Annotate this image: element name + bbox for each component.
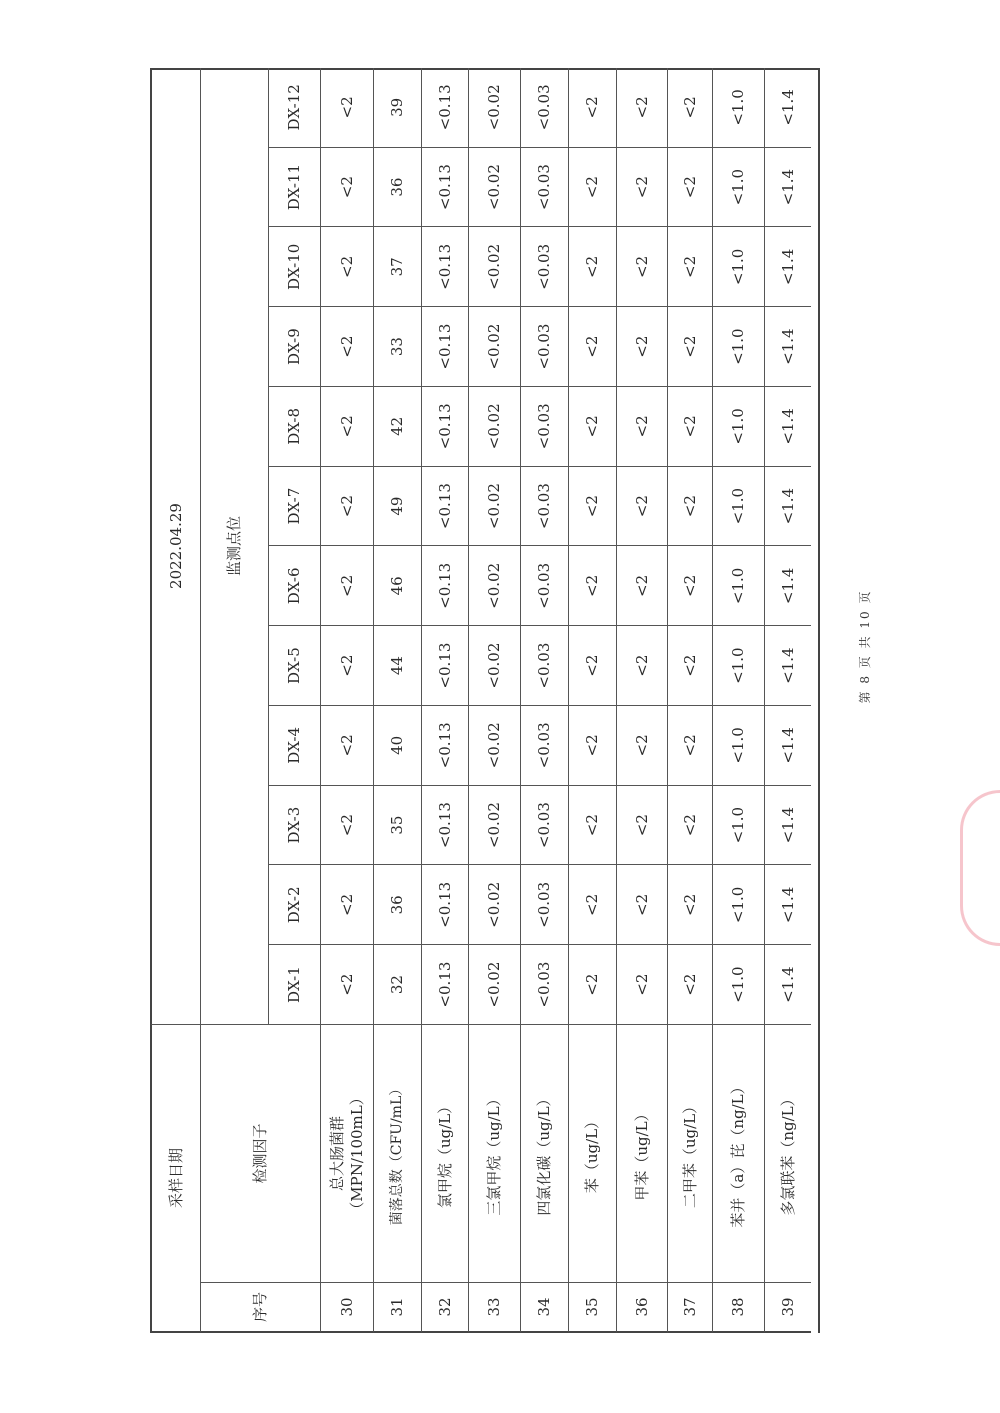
point-header: DX-8 <box>268 387 320 467</box>
table-cell: <2 <box>616 626 667 706</box>
table-cell: <2 <box>568 68 616 148</box>
points-header: 监测点位 <box>200 68 268 1025</box>
table-cell: 32 <box>373 945 421 1025</box>
table-cell: <2 <box>667 68 712 148</box>
row-factor: 多氯联苯（ng/L） <box>764 1025 811 1283</box>
table-cell: <0.03 <box>520 467 568 547</box>
table-cell: <0.03 <box>520 148 568 228</box>
seal-stamp <box>960 790 1000 946</box>
table-cell: <1.4 <box>764 148 811 228</box>
table-cell: <2 <box>616 387 667 467</box>
table-cell: <2 <box>320 547 373 627</box>
row-factor: 四氯化碳（ug/L） <box>520 1025 568 1283</box>
table-cell: <2 <box>568 228 616 308</box>
table-cell: <1.0 <box>712 945 764 1025</box>
sampling-date: 2022.04.29 <box>150 68 200 1025</box>
table-cell: <1.0 <box>712 786 764 866</box>
point-header: DX-7 <box>268 467 320 547</box>
table-cell: 36 <box>373 148 421 228</box>
table-cell: <0.03 <box>520 68 568 148</box>
row-seq: 34 <box>520 1283 568 1333</box>
table-cell: <1.0 <box>712 626 764 706</box>
table-cell: <1.4 <box>764 706 811 786</box>
table-cell: <2 <box>320 945 373 1025</box>
table-cell: <2 <box>616 307 667 387</box>
table-cell: 37 <box>373 228 421 308</box>
table-cell: 46 <box>373 547 421 627</box>
table-cell: <0.13 <box>421 467 468 547</box>
table-cell: <0.02 <box>468 547 520 627</box>
table-cell: <2 <box>320 467 373 547</box>
table-cell: <2 <box>320 307 373 387</box>
point-header: DX-5 <box>268 626 320 706</box>
table-cell: <2 <box>616 945 667 1025</box>
table-cell: <0.13 <box>421 547 468 627</box>
table-cell: <0.03 <box>520 228 568 308</box>
point-header: DX-10 <box>268 228 320 308</box>
table-cell: <2 <box>667 148 712 228</box>
table-cell: <1.4 <box>764 626 811 706</box>
table-cell: <2 <box>320 387 373 467</box>
page-number: 第 8 页 共 10 页 <box>858 589 873 704</box>
sampling-date-label: 采样日期 <box>150 1025 200 1333</box>
table-cell: <1.4 <box>764 547 811 627</box>
table-cell: <2 <box>568 547 616 627</box>
table-cell: <1.0 <box>712 68 764 148</box>
table-cell: <1.0 <box>712 467 764 547</box>
table-cell: <0.13 <box>421 786 468 866</box>
row-seq: 39 <box>764 1283 811 1333</box>
table-cell: <2 <box>667 307 712 387</box>
table-cell: <2 <box>568 706 616 786</box>
table-cell: <2 <box>616 467 667 547</box>
table-cell: <2 <box>667 706 712 786</box>
row-seq: 31 <box>373 1283 421 1333</box>
table-cell: 33 <box>373 307 421 387</box>
table-cell: <2 <box>568 307 616 387</box>
table-cell: <0.02 <box>468 866 520 946</box>
table-cell: <2 <box>568 467 616 547</box>
table-cell: <2 <box>320 68 373 148</box>
table-cell: <0.02 <box>468 467 520 547</box>
point-header: DX-2 <box>268 866 320 946</box>
table-cell: <0.13 <box>421 228 468 308</box>
table-cell: <2 <box>616 68 667 148</box>
table-cell: <0.03 <box>520 307 568 387</box>
table-cell: <1.4 <box>764 228 811 308</box>
point-header: DX-12 <box>268 68 320 148</box>
row-seq: 35 <box>568 1283 616 1333</box>
table-cell: <2 <box>568 387 616 467</box>
table-cell: <2 <box>568 945 616 1025</box>
table-cell: <0.13 <box>421 148 468 228</box>
table-cell: <1.4 <box>764 387 811 467</box>
row-seq: 38 <box>712 1283 764 1333</box>
data-table <box>150 68 820 1333</box>
row-factor: 三氯甲烷（ug/L） <box>468 1025 520 1283</box>
table-cell: <2 <box>320 706 373 786</box>
point-header: DX-9 <box>268 307 320 387</box>
table-cell: <0.02 <box>468 68 520 148</box>
table-cell: 44 <box>373 626 421 706</box>
row-factor: 甲苯（ug/L） <box>616 1025 667 1283</box>
table-cell: <0.02 <box>468 626 520 706</box>
table-cell: <0.13 <box>421 945 468 1025</box>
table-cell: <1.4 <box>764 945 811 1025</box>
factor-header: 检测因子 <box>200 1025 320 1283</box>
seq-header: 序号 <box>200 1283 320 1333</box>
table-cell: <2 <box>568 866 616 946</box>
table-cell: <2 <box>667 786 712 866</box>
table-cell: <0.03 <box>520 387 568 467</box>
table-cell: <0.02 <box>468 387 520 467</box>
table-cell: <1.0 <box>712 228 764 308</box>
table-cell: <2 <box>667 547 712 627</box>
table-cell: 42 <box>373 387 421 467</box>
table-cell: <0.02 <box>468 307 520 387</box>
table-cell: <2 <box>616 786 667 866</box>
table-cell: <0.03 <box>520 626 568 706</box>
point-header: DX-11 <box>268 148 320 228</box>
table-cell: <0.02 <box>468 228 520 308</box>
table-cell: <0.02 <box>468 945 520 1025</box>
table-cell: <2 <box>616 866 667 946</box>
table-cell: <1.0 <box>712 547 764 627</box>
table-cell: <2 <box>616 706 667 786</box>
row-factor: 菌落总数（CFU/mL） <box>373 1025 421 1283</box>
table-cell: <0.02 <box>468 148 520 228</box>
table-cell: <1.4 <box>764 467 811 547</box>
table-cell: <2 <box>568 626 616 706</box>
table-cell: <2 <box>320 866 373 946</box>
row-factor: 苯（ug/L） <box>568 1025 616 1283</box>
table-cell: <0.03 <box>520 945 568 1025</box>
table-cell: <1.4 <box>764 786 811 866</box>
table-cell: <2 <box>667 228 712 308</box>
table-cell: <2 <box>667 626 712 706</box>
table-cell: <1.4 <box>764 307 811 387</box>
row-seq: 36 <box>616 1283 667 1333</box>
table-cell: <0.03 <box>520 547 568 627</box>
point-header: DX-1 <box>268 945 320 1025</box>
table-cell: <0.03 <box>520 866 568 946</box>
table-cell: <0.03 <box>520 786 568 866</box>
table-cell: 40 <box>373 706 421 786</box>
table-cell: <2 <box>616 228 667 308</box>
table-cell: <0.13 <box>421 626 468 706</box>
row-factor: 总大肠菌群 （MPN/100mL） <box>320 1025 373 1283</box>
point-header: DX-3 <box>268 786 320 866</box>
table-cell: <0.13 <box>421 866 468 946</box>
table-cell: <1.0 <box>712 866 764 946</box>
table-cell: <2 <box>667 387 712 467</box>
table-cell: 35 <box>373 786 421 866</box>
table-cell: <0.13 <box>421 68 468 148</box>
row-factor: 苯并（a）芘（ng/L） <box>712 1025 764 1283</box>
row-seq: 32 <box>421 1283 468 1333</box>
table-cell: <1.0 <box>712 148 764 228</box>
table-cell: <1.4 <box>764 866 811 946</box>
table-cell: <2 <box>568 786 616 866</box>
table-cell: <0.13 <box>421 307 468 387</box>
table-cell: <0.13 <box>421 387 468 467</box>
point-header: DX-4 <box>268 706 320 786</box>
table-cell: <1.0 <box>712 387 764 467</box>
table-cell: <2 <box>616 547 667 627</box>
row-factor: 氯甲烷（ug/L） <box>421 1025 468 1283</box>
table-cell: <2 <box>320 148 373 228</box>
table-cell: <0.02 <box>468 786 520 866</box>
table-cell: <2 <box>320 228 373 308</box>
table-cell: <1.0 <box>712 706 764 786</box>
table-cell: 39 <box>373 68 421 148</box>
table-cell: <0.02 <box>468 706 520 786</box>
row-seq: 37 <box>667 1283 712 1333</box>
table-cell: <0.03 <box>520 706 568 786</box>
table-cell: <1.4 <box>764 68 811 148</box>
row-factor: 二甲苯（ug/L） <box>667 1025 712 1283</box>
point-header: DX-6 <box>268 547 320 627</box>
table-cell: 36 <box>373 866 421 946</box>
table-cell: <2 <box>320 786 373 866</box>
table-cell: <2 <box>616 148 667 228</box>
table-cell: <2 <box>667 945 712 1025</box>
table-cell: <2 <box>568 148 616 228</box>
table-cell: <0.13 <box>421 706 468 786</box>
table-cell: <2 <box>667 467 712 547</box>
table-cell: 49 <box>373 467 421 547</box>
table-cell: <1.0 <box>712 307 764 387</box>
table-cell: <2 <box>667 866 712 946</box>
row-seq: 30 <box>320 1283 373 1333</box>
table-cell: <2 <box>320 626 373 706</box>
row-seq: 33 <box>468 1283 520 1333</box>
